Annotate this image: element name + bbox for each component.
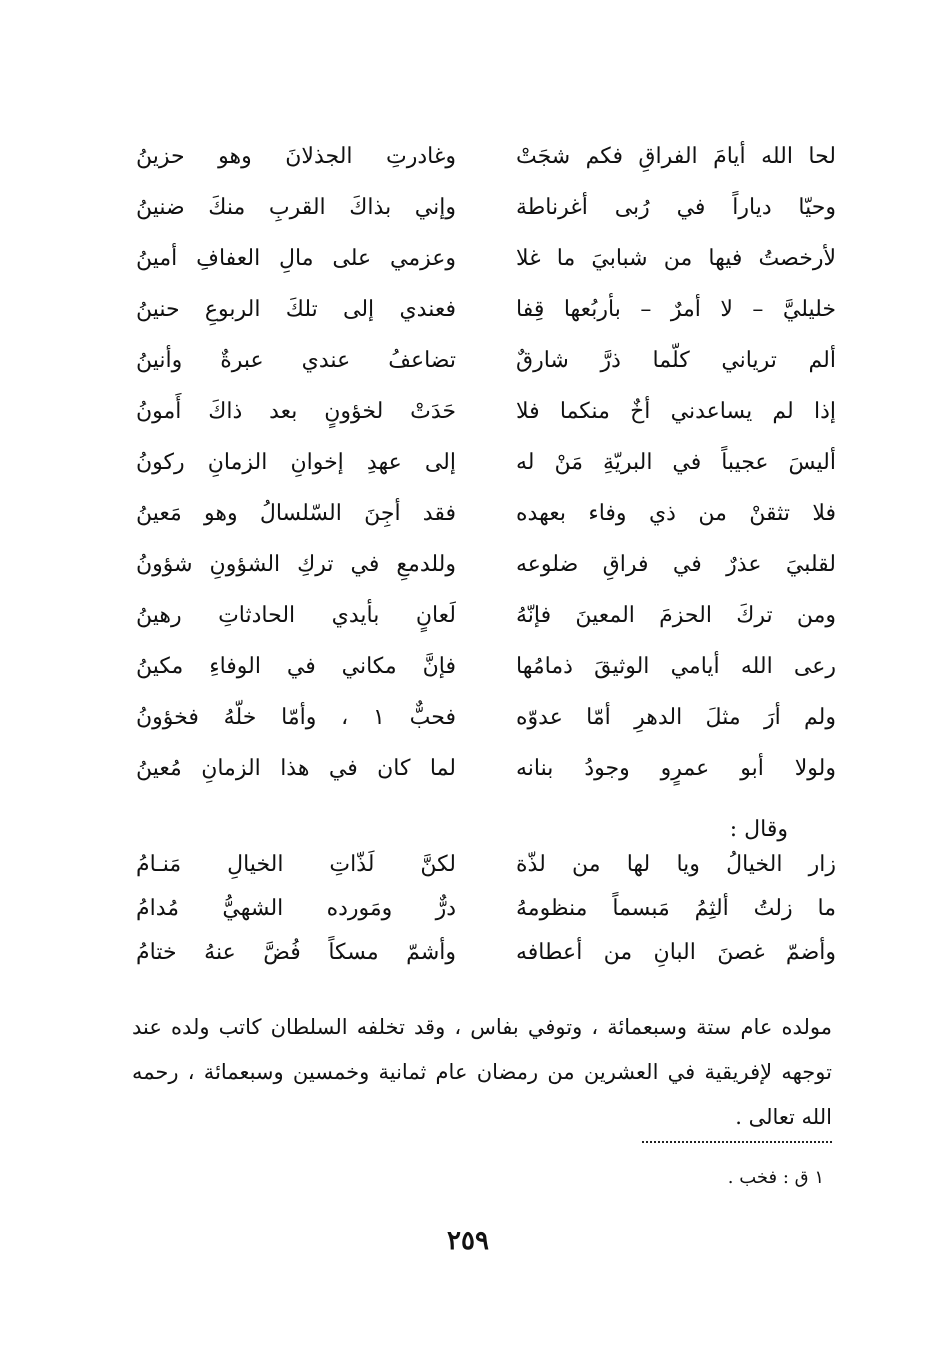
verse-second-hemistich: وإني بذاكَ القربِ منكَ ضنينُ [136,195,456,220]
verse-second-hemistich: إلى عهدِ إخوانِ الزمانِ ركونُ [136,450,456,475]
verse-first-hemistich: فلا تثقنْ من ذي وفاء بعهده [516,501,836,526]
verse-line [136,284,836,335]
verse-first-hemistich: رعى الله أيامي الوثيقَ ذمامُها [516,654,836,679]
verse-second-hemistich: وعزمي على مالِ العفافِ أمينُ [136,246,456,271]
verse-first-hemistich: زار الخيالُ ويا لها من لذّة [516,852,836,877]
verse-first-hemistich: لقلبيَ عذرٌ في فراقِ ضلوعه [516,552,836,577]
verse-second-hemistich: لما كان في هذا الزمانِ مُعينُ [136,756,456,781]
verse-second-hemistich: وغادرتِ الجذلانَ وهو حزينُ [136,144,456,169]
verse-line [136,539,836,590]
footnote: ١ ق : فخب . [727,1167,824,1188]
verse-second-hemistich: درٌّ ومَورده الشهيُّ مُدامُ [136,896,456,921]
poem-two [136,843,836,975]
verse-second-hemistich: لَعانٍ بأيدي الحادثاتِ رهينُ [136,603,456,628]
verse-second-hemistich: فعندي إلى تلكَ الربوعِ حنينُ [136,297,456,322]
verse-line [136,182,836,233]
verse-first-hemistich: لأرخصتُ فيها من شبابيَ ما غلا [516,246,836,271]
verse-intro: وقال : [729,817,788,842]
verse-line [136,590,836,641]
verse-second-hemistich: فحبٌّ ١ ، وأمّا خلّهُ فخؤونُ [136,705,456,730]
verse-second-hemistich: وللدمعِ في تركِ الشؤونِ شؤونُ [136,552,456,577]
verse-line [136,131,836,182]
verse-first-hemistich: أليسَ عجيباً في البريّةِ مَنْ له [516,450,836,475]
biographical-paragraph: مولده عام ستة وسبعمائة ، وتوفي بفاس ، وقد تخلفه السلطان كاتب ولده عند توجهه لإفريقية في العشرين من رمضان عام ثمانية وخمسين وسبعمائة ، رحمه الله تعالى . [132,1015,832,1129]
verse-line [136,843,836,887]
verse-second-hemistich: لكنَّ لَذّاتِ الخيالِ مَنـامُ [136,852,456,877]
verse-line [136,692,836,743]
verse-line [136,437,836,488]
verse-first-hemistich: ألم ترياني كلّما ذرَّ شارقٌ [516,348,836,373]
verse-first-hemistich: ما زلتُ ألثِمُ مَبسماً منظومهُ [516,896,836,921]
verse-second-hemistich: وأشمّ مسكاً فُضَّ عنهُ ختامُ [136,940,456,965]
verse-line [136,386,836,437]
verse-line [136,233,836,284]
page-number: ٢٥٩ [447,1226,489,1256]
verse-line [136,335,836,386]
verse-first-hemistich: لحا الله أيامَ الفراقِ فكم شجَتْ [516,144,836,169]
verse-second-hemistich: فإنَّ مكاني في الوفاءِ مكينُ [136,654,456,679]
verse-line [136,743,836,794]
verse-first-hemistich: ولولا أبو عمرٍو وجودُ بنانه [516,756,836,781]
verse-first-hemistich: ومن تركَ الحزمَ المعينَ فإنّهُ [516,603,836,628]
verse-line [136,931,836,975]
verse-first-hemistich: إذا لم يساعدني أخٌ منكما فلا [516,399,836,424]
footnote-separator [642,1141,832,1143]
verse-line [136,641,836,692]
verse-first-hemistich: وأضمّ غصنَ البانِ من أعطافه [516,940,836,965]
verse-first-hemistich: ولم أرَ مثلَ الدهرِ أمّا عدوّه [516,705,836,730]
verse-second-hemistich: تضاعفُ عندي عبرةٌ وأنينُ [136,348,456,373]
verse-second-hemistich: فقد أجِنَ السّلسالُ وهو مَعينُ [136,501,456,526]
verse-line [136,887,836,931]
verse-line [136,488,836,539]
verse-second-hemistich: حَدَتْ لخؤونٍ بعد ذاكَ أَمونُ [136,399,456,424]
verse-first-hemistich: خليليَّ – لا أمرٌ – بأربُعها قِفا [516,297,836,322]
verse-first-hemistich: وحيّا دياراً في رُبى أغرناطة [516,195,836,220]
poem-one [136,131,836,794]
